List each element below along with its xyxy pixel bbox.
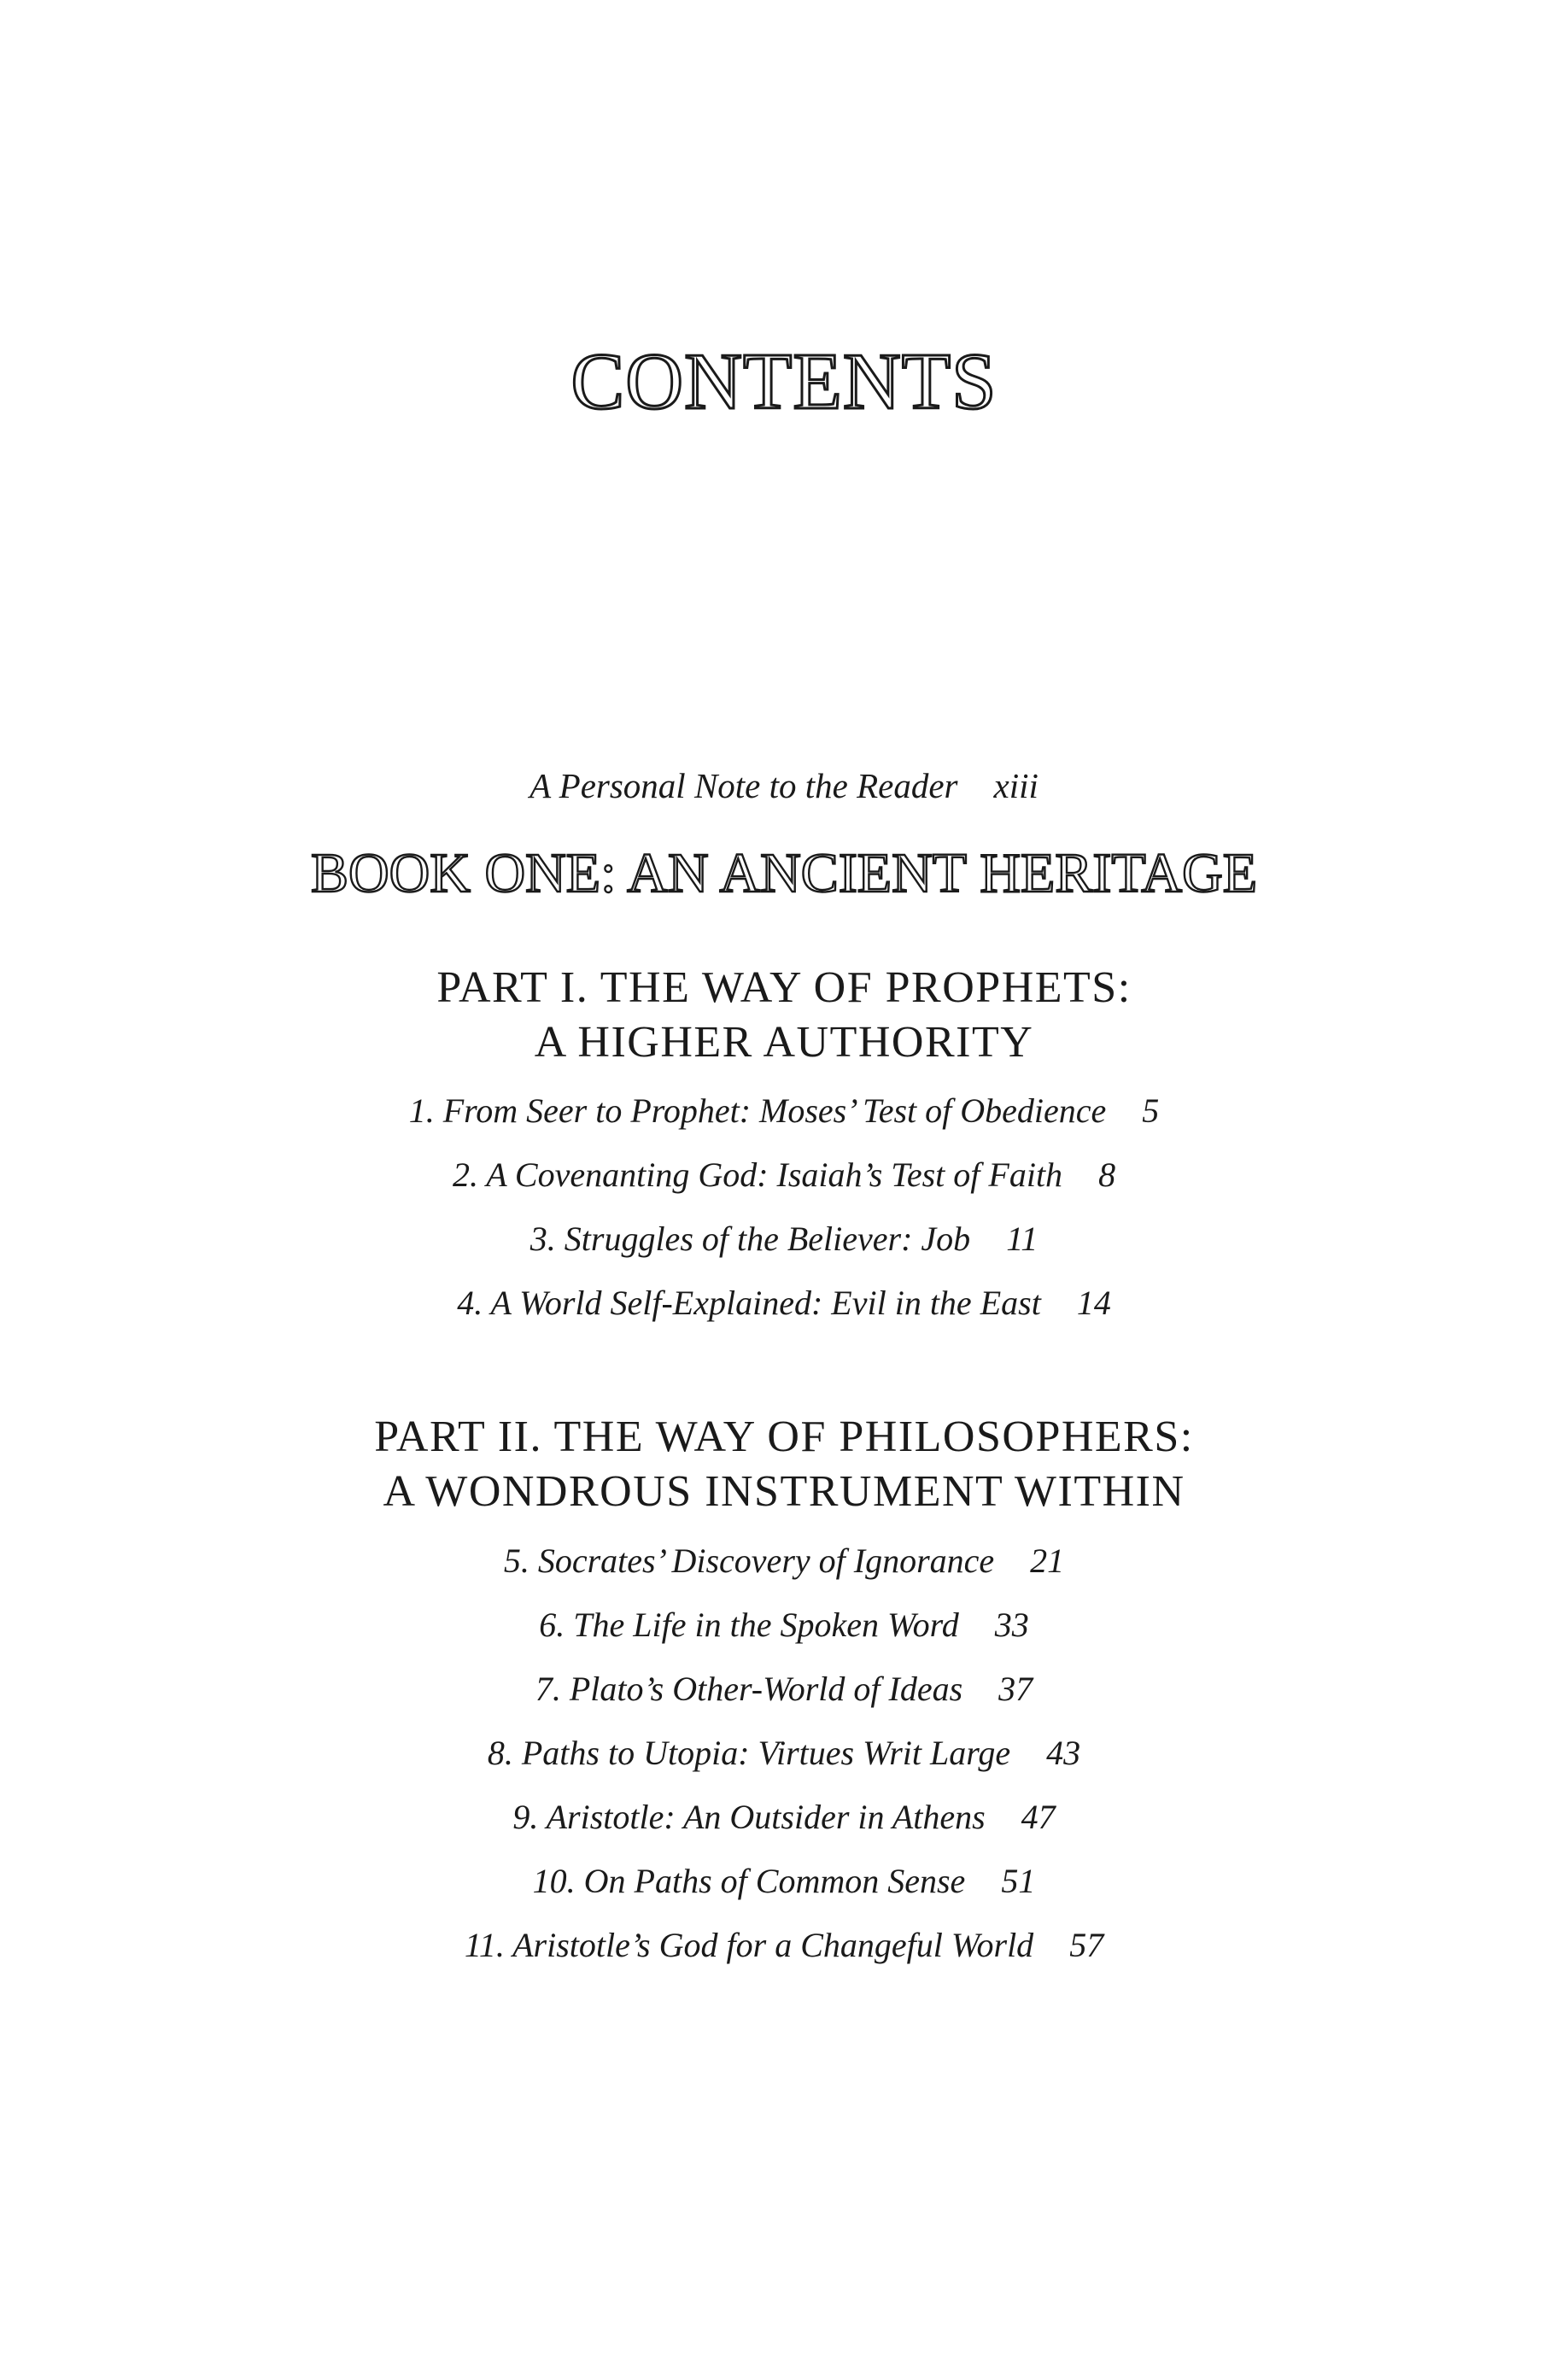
- entry-title: A Personal Note to the Reader: [529, 766, 958, 805]
- part-heading-line: PART II. THE WAY OF PHILOSOPHERS:: [374, 1413, 1194, 1461]
- part-heading-line: PART I. THE WAY OF PROPHETS:: [436, 963, 1132, 1012]
- toc-entry[interactable]: [0, 1286, 1568, 1320]
- entry-page-number: 8: [1098, 1155, 1116, 1194]
- entry-title: 3. Struggles of the Believer: Job: [529, 1220, 971, 1258]
- part-heading-line: A HIGHER AUTHORITY: [534, 1018, 1034, 1067]
- page-title: CONTENTS: [570, 337, 998, 426]
- entry-page-number: 51: [1001, 1862, 1036, 1900]
- entry-title: 5. Socrates’ Discovery of Ignorance: [503, 1541, 995, 1580]
- entry-page-number: 14: [1076, 1284, 1111, 1322]
- toc-entry[interactable]: [0, 1928, 1568, 1962]
- toc-entry[interactable]: [0, 1672, 1568, 1706]
- entry-title: 7. Plato’s Other-World of Ideas: [535, 1670, 963, 1708]
- toc-entry-preface[interactable]: [0, 766, 1568, 805]
- part-heading-line: A WONDROUS INSTRUMENT WITHIN: [383, 1467, 1185, 1516]
- entry-title: 6. The Life in the Spoken Word: [539, 1606, 959, 1644]
- part-heading: [0, 1410, 1568, 1519]
- entry-title: 1. From Seer to Prophet: Moses’ Test of Obedience: [408, 1091, 1107, 1130]
- entry-title: 11. Aristotle’s God for a Changeful World: [464, 1926, 1034, 1964]
- entry-title: 2. A Covenanting God: Isaiah’s Test of Faith: [452, 1155, 1063, 1194]
- entry-page-number: 37: [998, 1670, 1033, 1708]
- toc-entry[interactable]: [0, 1608, 1568, 1642]
- entry-page-number: 43: [1046, 1734, 1081, 1772]
- entry-page-number: 5: [1142, 1091, 1160, 1130]
- toc-entry[interactable]: [0, 1541, 1568, 1580]
- book-title: BOOK ONE: AN ANCIENT HERITAGE: [310, 842, 1258, 904]
- entry-page-number: 11: [1006, 1220, 1039, 1258]
- entry-title: 10. On Paths of Common Sense: [532, 1862, 966, 1900]
- entry-page-number: 57: [1069, 1926, 1104, 1964]
- entry-page-number: 21: [1030, 1541, 1065, 1580]
- toc-entry[interactable]: [0, 1736, 1568, 1770]
- entry-title: 9. Aristotle: An Outsider in Athens: [512, 1798, 986, 1836]
- toc-entry[interactable]: [0, 1155, 1568, 1194]
- entry-page-number: 47: [1021, 1798, 1056, 1836]
- entry-title: 8. Paths to Utopia: Virtues Writ Large: [487, 1734, 1011, 1772]
- toc-entry[interactable]: [0, 1800, 1568, 1834]
- toc-entry[interactable]: [0, 1864, 1568, 1898]
- entry-page-number: xiii: [993, 766, 1039, 805]
- entry-title: 4. A World Self-Explained: Evil in the East: [457, 1284, 1041, 1322]
- toc-entry[interactable]: [0, 1091, 1568, 1130]
- entry-page-number: 33: [994, 1606, 1029, 1644]
- part-heading: [0, 961, 1568, 1070]
- toc-entry[interactable]: [0, 1222, 1568, 1256]
